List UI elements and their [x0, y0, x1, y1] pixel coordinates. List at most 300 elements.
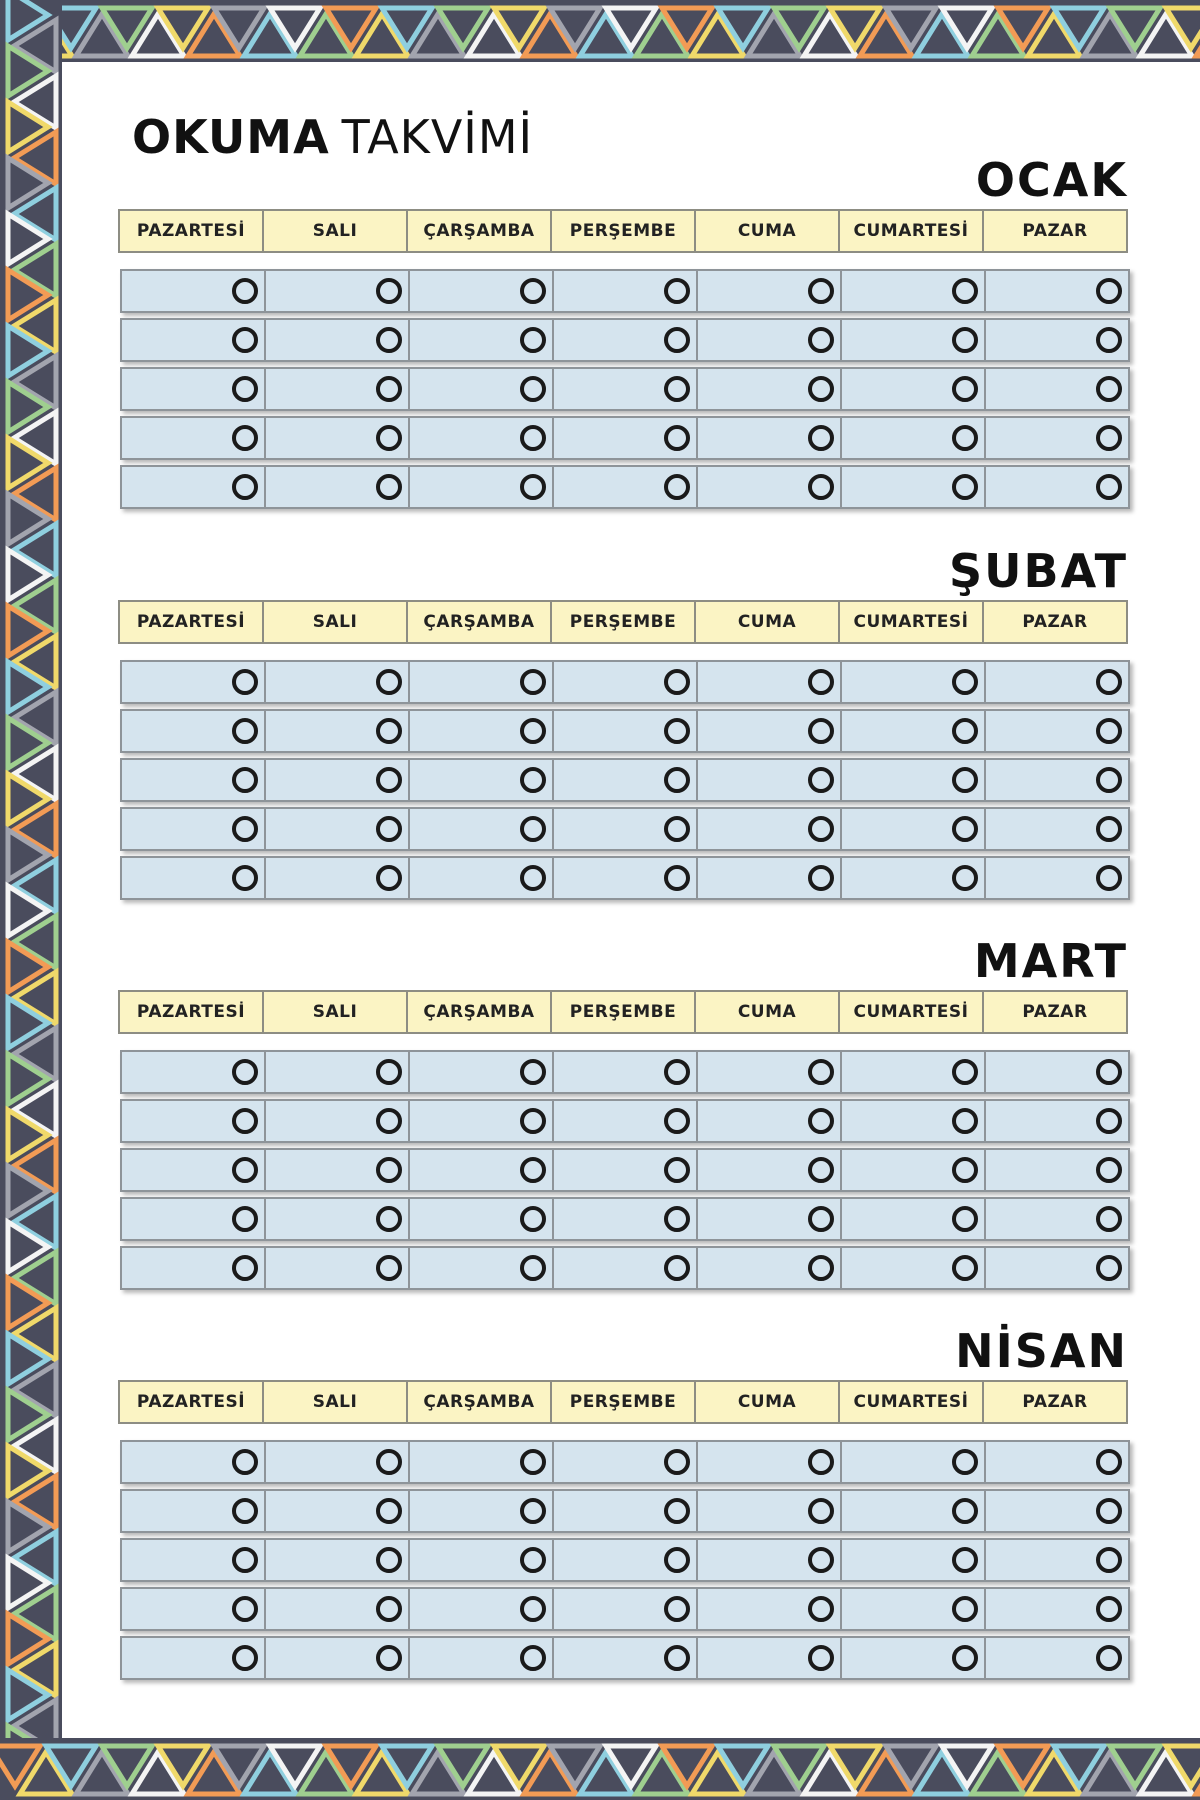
reading-checkbox-circle[interactable]	[808, 1206, 834, 1232]
reading-checkbox-circle[interactable]	[520, 1498, 546, 1524]
day-cell	[410, 858, 554, 898]
week-row	[120, 1538, 1130, 1582]
day-cell	[842, 1638, 986, 1678]
reading-checkbox-circle[interactable]	[664, 278, 690, 304]
week-row	[120, 1489, 1130, 1533]
day-cell	[842, 418, 986, 458]
reading-checkbox-circle[interactable]	[664, 1157, 690, 1183]
day-cell	[986, 1199, 1128, 1239]
reading-checkbox-circle[interactable]	[376, 767, 402, 793]
day-cell	[698, 858, 842, 898]
week-row	[120, 367, 1130, 411]
day-cell	[698, 467, 842, 507]
weekday-header-cell: ÇARŞAMBA	[408, 602, 552, 642]
reading-checkbox-circle[interactable]	[232, 1498, 258, 1524]
reading-checkbox-circle[interactable]	[520, 816, 546, 842]
day-cell	[554, 1540, 698, 1580]
day-cell	[554, 662, 698, 702]
reading-checkbox-circle[interactable]	[520, 1108, 546, 1134]
day-cell	[698, 662, 842, 702]
reading-checkbox-circle[interactable]	[232, 1059, 258, 1085]
day-cell	[698, 320, 842, 360]
weekday-header-cell: CUMA	[696, 1382, 840, 1422]
reading-checkbox-circle[interactable]	[808, 718, 834, 744]
reading-checkbox-circle[interactable]	[520, 1596, 546, 1622]
week-row	[120, 465, 1130, 509]
day-cell	[122, 418, 266, 458]
reading-checkbox-circle[interactable]	[952, 1108, 978, 1134]
reading-checkbox-circle[interactable]	[808, 669, 834, 695]
reading-checkbox-circle[interactable]	[952, 1498, 978, 1524]
week-row	[120, 1050, 1130, 1094]
day-cell	[410, 809, 554, 849]
day-cell	[410, 662, 554, 702]
reading-checkbox-circle[interactable]	[232, 865, 258, 891]
weekday-header-cell: CUMA	[696, 211, 840, 251]
reading-checkbox-circle[interactable]	[952, 767, 978, 793]
day-cell	[842, 1491, 986, 1531]
decorative-border-bottom	[0, 1738, 1200, 1800]
reading-checkbox-circle[interactable]	[952, 376, 978, 402]
day-cell	[122, 1248, 266, 1288]
day-cell	[410, 418, 554, 458]
day-cell	[122, 271, 266, 311]
weekday-header-cell: CUMARTESİ	[840, 602, 984, 642]
week-rows	[120, 269, 1130, 514]
day-cell	[554, 467, 698, 507]
reading-checkbox-circle[interactable]	[664, 767, 690, 793]
reading-checkbox-circle[interactable]	[1096, 1449, 1122, 1475]
day-cell	[554, 858, 698, 898]
reading-checkbox-circle[interactable]	[664, 1645, 690, 1671]
reading-checkbox-circle[interactable]	[664, 1596, 690, 1622]
week-row	[120, 709, 1130, 753]
reading-checkbox-circle[interactable]	[520, 425, 546, 451]
reading-checkbox-circle[interactable]	[376, 1157, 402, 1183]
reading-checkbox-circle[interactable]	[232, 669, 258, 695]
day-cell	[266, 760, 410, 800]
reading-checkbox-circle[interactable]	[664, 1498, 690, 1524]
reading-checkbox-circle[interactable]	[520, 278, 546, 304]
day-cell	[122, 1540, 266, 1580]
day-cell	[554, 1101, 698, 1141]
weekday-header-cell: PAZAR	[1022, 221, 1088, 241]
reading-checkbox-circle[interactable]	[808, 376, 834, 402]
day-cell	[986, 1101, 1128, 1141]
reading-checkbox-circle[interactable]	[376, 1547, 402, 1573]
reading-checkbox-circle[interactable]	[952, 278, 978, 304]
reading-checkbox-circle[interactable]	[232, 327, 258, 353]
reading-checkbox-circle[interactable]	[376, 1108, 402, 1134]
weekday-header-cell: PAZARTESİ	[120, 992, 264, 1032]
weekday-header-cell: SALI	[264, 992, 408, 1032]
week-row	[120, 269, 1130, 313]
reading-checkbox-circle[interactable]	[808, 1498, 834, 1524]
reading-checkbox-circle[interactable]	[808, 1157, 834, 1183]
weekday-header-cell: PAZAR	[1022, 1002, 1088, 1022]
day-cell	[266, 858, 410, 898]
weekday-header-cell: ÇARŞAMBA	[408, 211, 552, 251]
reading-checkbox-circle[interactable]	[232, 1449, 258, 1475]
day-cell	[986, 1638, 1128, 1678]
reading-checkbox-circle[interactable]	[520, 474, 546, 500]
reading-checkbox-circle[interactable]	[376, 425, 402, 451]
reading-checkbox-circle[interactable]	[232, 278, 258, 304]
day-cell	[842, 1442, 986, 1482]
day-cell	[698, 418, 842, 458]
reading-checkbox-circle[interactable]	[952, 1059, 978, 1085]
week-rows	[120, 1050, 1130, 1295]
border-triangle	[8, 0, 48, 40]
week-row	[120, 1246, 1130, 1290]
day-cell	[698, 809, 842, 849]
day-cell	[122, 1052, 266, 1092]
reading-checkbox-circle[interactable]	[952, 425, 978, 451]
reading-checkbox-circle[interactable]	[520, 718, 546, 744]
reading-checkbox-circle[interactable]	[232, 1547, 258, 1573]
reading-checkbox-circle[interactable]	[1096, 1596, 1122, 1622]
day-cell	[410, 1442, 554, 1482]
day-cell	[410, 711, 554, 751]
day-cell	[842, 1540, 986, 1580]
day-cell	[698, 1052, 842, 1092]
weekday-header-cell: PAZARTESİ	[120, 1382, 264, 1422]
reading-checkbox-circle[interactable]	[520, 767, 546, 793]
reading-checkbox-circle[interactable]	[232, 816, 258, 842]
day-cell	[410, 271, 554, 311]
reading-checkbox-circle[interactable]	[664, 1059, 690, 1085]
reading-checkbox-circle[interactable]	[952, 327, 978, 353]
weekday-header-cell: SALI	[264, 602, 408, 642]
reading-checkbox-circle[interactable]	[664, 425, 690, 451]
reading-checkbox-circle[interactable]	[520, 1059, 546, 1085]
day-cell	[266, 271, 410, 311]
day-cell	[986, 1442, 1128, 1482]
reading-checkbox-circle[interactable]	[664, 1547, 690, 1573]
reading-checkbox-circle[interactable]	[376, 816, 402, 842]
reading-checkbox-circle[interactable]	[1096, 278, 1122, 304]
reading-checkbox-circle[interactable]	[520, 1255, 546, 1281]
weekday-header-cell: ÇARŞAMBA	[408, 1382, 552, 1422]
day-cell	[554, 1052, 698, 1092]
day-cell	[986, 1150, 1128, 1190]
reading-checkbox-circle[interactable]	[232, 718, 258, 744]
day-cell	[986, 760, 1128, 800]
reading-checkbox-circle[interactable]	[808, 767, 834, 793]
day-cell	[986, 418, 1128, 458]
reading-checkbox-circle[interactable]	[520, 376, 546, 402]
weekday-header-cell: PERŞEMBE	[552, 992, 696, 1032]
day-cell	[122, 369, 266, 409]
day-cell	[410, 1589, 554, 1629]
day-cell	[986, 662, 1128, 702]
weekday-header-cell: CUMA	[696, 992, 840, 1032]
day-cell	[122, 760, 266, 800]
day-cell	[986, 1491, 1128, 1531]
day-cell	[554, 1248, 698, 1288]
week-row	[120, 807, 1130, 851]
day-cell	[266, 1150, 410, 1190]
reading-checkbox-circle[interactable]	[664, 376, 690, 402]
reading-checkbox-circle[interactable]	[808, 278, 834, 304]
day-cell	[554, 1150, 698, 1190]
day-cell	[122, 711, 266, 751]
day-cell	[410, 1638, 554, 1678]
day-cell	[698, 760, 842, 800]
reading-checkbox-circle[interactable]	[376, 1645, 402, 1671]
reading-checkbox-circle[interactable]	[808, 1596, 834, 1622]
day-cell	[986, 1052, 1128, 1092]
reading-checkbox-circle[interactable]	[1096, 865, 1122, 891]
month-name: NİSAN	[955, 1324, 1128, 1378]
weekday-header-cell: CUMARTESİ	[840, 1382, 984, 1422]
day-cell	[842, 1248, 986, 1288]
reading-checkbox-circle[interactable]	[664, 669, 690, 695]
reading-checkbox-circle[interactable]	[232, 767, 258, 793]
day-cell	[842, 858, 986, 898]
reading-checkbox-circle[interactable]	[376, 327, 402, 353]
reading-checkbox-circle[interactable]	[664, 1255, 690, 1281]
reading-checkbox-circle[interactable]	[952, 669, 978, 695]
reading-checkbox-circle[interactable]	[376, 376, 402, 402]
page-title-light: TAKVİMİ	[341, 110, 534, 164]
reading-checkbox-circle[interactable]	[1096, 669, 1122, 695]
reading-checkbox-circle[interactable]	[664, 474, 690, 500]
day-cell	[266, 1101, 410, 1141]
day-cell	[410, 320, 554, 360]
weekday-header-cell: SALI	[264, 1382, 408, 1422]
reading-checkbox-circle[interactable]	[520, 865, 546, 891]
reading-checkbox-circle[interactable]	[952, 1645, 978, 1671]
day-cell	[410, 1540, 554, 1580]
decorative-border-left	[0, 0, 62, 1800]
day-cell	[266, 418, 410, 458]
day-cell	[122, 1638, 266, 1678]
reading-checkbox-circle[interactable]	[376, 1596, 402, 1622]
reading-checkbox-circle[interactable]	[376, 718, 402, 744]
week-row	[120, 318, 1130, 362]
day-cell	[410, 1248, 554, 1288]
month-name: MART	[973, 934, 1128, 988]
reading-checkbox-circle[interactable]	[1096, 1206, 1122, 1232]
day-cell	[986, 467, 1128, 507]
day-cell	[122, 1150, 266, 1190]
week-row	[120, 1440, 1130, 1484]
reading-checkbox-circle[interactable]	[376, 865, 402, 891]
reading-checkbox-circle[interactable]	[520, 1449, 546, 1475]
day-cell	[266, 467, 410, 507]
reading-checkbox-circle[interactable]	[664, 1206, 690, 1232]
reading-checkbox-circle[interactable]	[1096, 474, 1122, 500]
reading-checkbox-circle[interactable]	[808, 1645, 834, 1671]
day-cell	[266, 1589, 410, 1629]
weekday-header-cell: PAZAR	[1022, 612, 1088, 632]
day-cell	[554, 711, 698, 751]
day-cell	[986, 320, 1128, 360]
reading-checkbox-circle[interactable]	[664, 718, 690, 744]
week-row	[120, 1197, 1130, 1241]
day-cell	[410, 369, 554, 409]
reading-checkbox-circle[interactable]	[1096, 1645, 1122, 1671]
reading-checkbox-circle[interactable]	[376, 1206, 402, 1232]
reading-checkbox-circle[interactable]	[376, 474, 402, 500]
day-cell	[554, 1491, 698, 1531]
reading-checkbox-circle[interactable]	[376, 1498, 402, 1524]
calendar-page	[62, 62, 1200, 1738]
reading-checkbox-circle[interactable]	[232, 1645, 258, 1671]
reading-checkbox-circle[interactable]	[808, 816, 834, 842]
day-cell	[266, 1540, 410, 1580]
day-cell	[554, 809, 698, 849]
reading-checkbox-circle[interactable]	[376, 1059, 402, 1085]
day-cell	[122, 1491, 266, 1531]
month-name: OCAK	[975, 153, 1128, 207]
reading-checkbox-circle[interactable]	[232, 1157, 258, 1183]
reading-checkbox-circle[interactable]	[952, 816, 978, 842]
reading-checkbox-circle[interactable]	[808, 425, 834, 451]
day-cell	[842, 369, 986, 409]
reading-checkbox-circle[interactable]	[952, 1547, 978, 1573]
reading-checkbox-circle[interactable]	[1096, 718, 1122, 744]
reading-checkbox-circle[interactable]	[808, 1449, 834, 1475]
day-cell	[842, 1199, 986, 1239]
day-cell	[698, 1248, 842, 1288]
day-cell	[842, 1052, 986, 1092]
reading-checkbox-circle[interactable]	[664, 1108, 690, 1134]
reading-checkbox-circle[interactable]	[1096, 1157, 1122, 1183]
reading-checkbox-circle[interactable]	[1096, 376, 1122, 402]
reading-checkbox-circle[interactable]	[376, 1255, 402, 1281]
reading-checkbox-circle[interactable]	[520, 1157, 546, 1183]
day-cell	[842, 1101, 986, 1141]
day-cell	[122, 858, 266, 898]
reading-checkbox-circle[interactable]	[520, 1206, 546, 1232]
day-cell	[410, 467, 554, 507]
weekday-header-cell: PERŞEMBE	[552, 211, 696, 251]
day-cell	[122, 1589, 266, 1629]
reading-checkbox-circle[interactable]	[1096, 1547, 1122, 1573]
day-cell	[554, 760, 698, 800]
reading-checkbox-circle[interactable]	[808, 1108, 834, 1134]
reading-checkbox-circle[interactable]	[808, 1255, 834, 1281]
day-cell	[410, 1052, 554, 1092]
reading-checkbox-circle[interactable]	[808, 474, 834, 500]
weekday-header-cell: CUMARTESİ	[840, 211, 984, 251]
reading-checkbox-circle[interactable]	[808, 1547, 834, 1573]
reading-checkbox-circle[interactable]	[952, 1206, 978, 1232]
reading-checkbox-circle[interactable]	[664, 816, 690, 842]
day-cell	[266, 1442, 410, 1482]
weekday-header-cell: PERŞEMBE	[552, 602, 696, 642]
day-cell	[410, 1199, 554, 1239]
day-cell	[410, 760, 554, 800]
reading-checkbox-circle[interactable]	[520, 1547, 546, 1573]
page-title	[132, 110, 533, 164]
reading-checkbox-circle[interactable]	[232, 474, 258, 500]
day-cell	[842, 809, 986, 849]
reading-checkbox-circle[interactable]	[376, 669, 402, 695]
reading-checkbox-circle[interactable]	[1096, 327, 1122, 353]
reading-checkbox-circle[interactable]	[1096, 816, 1122, 842]
day-cell	[698, 1491, 842, 1531]
reading-checkbox-circle[interactable]	[952, 1596, 978, 1622]
week-row	[120, 1587, 1130, 1631]
day-cell	[698, 1101, 842, 1141]
day-cell	[698, 271, 842, 311]
day-cell	[266, 1248, 410, 1288]
week-row	[120, 1099, 1130, 1143]
reading-checkbox-circle[interactable]	[232, 1108, 258, 1134]
day-cell	[986, 369, 1128, 409]
reading-checkbox-circle[interactable]	[952, 474, 978, 500]
reading-checkbox-circle[interactable]	[1096, 1108, 1122, 1134]
reading-checkbox-circle[interactable]	[1096, 767, 1122, 793]
reading-checkbox-circle[interactable]	[376, 278, 402, 304]
reading-checkbox-circle[interactable]	[520, 669, 546, 695]
reading-checkbox-circle[interactable]	[952, 718, 978, 744]
reading-checkbox-circle[interactable]	[808, 1059, 834, 1085]
weekday-header-cell: PAZARTESİ	[120, 211, 264, 251]
day-cell	[842, 662, 986, 702]
reading-checkbox-circle[interactable]	[520, 327, 546, 353]
weekday-header-row	[118, 600, 1128, 644]
reading-checkbox-circle[interactable]	[376, 1449, 402, 1475]
day-cell	[842, 711, 986, 751]
day-cell	[698, 1442, 842, 1482]
reading-checkbox-circle[interactable]	[1096, 1498, 1122, 1524]
day-cell	[266, 369, 410, 409]
reading-checkbox-circle[interactable]	[232, 425, 258, 451]
day-cell	[122, 467, 266, 507]
day-cell	[698, 711, 842, 751]
weekday-header-cell: PERŞEMBE	[552, 1382, 696, 1422]
week-rows	[120, 660, 1130, 905]
reading-checkbox-circle[interactable]	[808, 327, 834, 353]
reading-checkbox-circle[interactable]	[1096, 425, 1122, 451]
reading-checkbox-circle[interactable]	[952, 1449, 978, 1475]
border-triangle	[0, 1746, 40, 1786]
day-cell	[986, 711, 1128, 751]
day-cell	[410, 1491, 554, 1531]
reading-checkbox-circle[interactable]	[1096, 1255, 1122, 1281]
reading-checkbox-circle[interactable]	[952, 865, 978, 891]
day-cell	[410, 1101, 554, 1141]
reading-checkbox-circle[interactable]	[664, 865, 690, 891]
reading-checkbox-circle[interactable]	[1096, 1059, 1122, 1085]
day-cell	[122, 1101, 266, 1141]
reading-checkbox-circle[interactable]	[664, 1449, 690, 1475]
reading-checkbox-circle[interactable]	[808, 865, 834, 891]
weekday-header-cell: ÇARŞAMBA	[408, 992, 552, 1032]
reading-checkbox-circle[interactable]	[952, 1157, 978, 1183]
reading-checkbox-circle[interactable]	[232, 1206, 258, 1232]
reading-checkbox-circle[interactable]	[232, 376, 258, 402]
decorative-border-top	[0, 0, 1200, 62]
reading-checkbox-circle[interactable]	[232, 1596, 258, 1622]
reading-checkbox-circle[interactable]	[232, 1255, 258, 1281]
day-cell	[554, 369, 698, 409]
day-cell	[986, 809, 1128, 849]
weekday-header-row	[118, 209, 1128, 253]
day-cell	[554, 1589, 698, 1629]
reading-checkbox-circle[interactable]	[520, 1645, 546, 1671]
week-row	[120, 1148, 1130, 1192]
day-cell	[266, 1638, 410, 1678]
day-cell	[266, 662, 410, 702]
day-cell	[122, 1442, 266, 1482]
reading-checkbox-circle[interactable]	[952, 1255, 978, 1281]
reading-checkbox-circle[interactable]	[664, 327, 690, 353]
